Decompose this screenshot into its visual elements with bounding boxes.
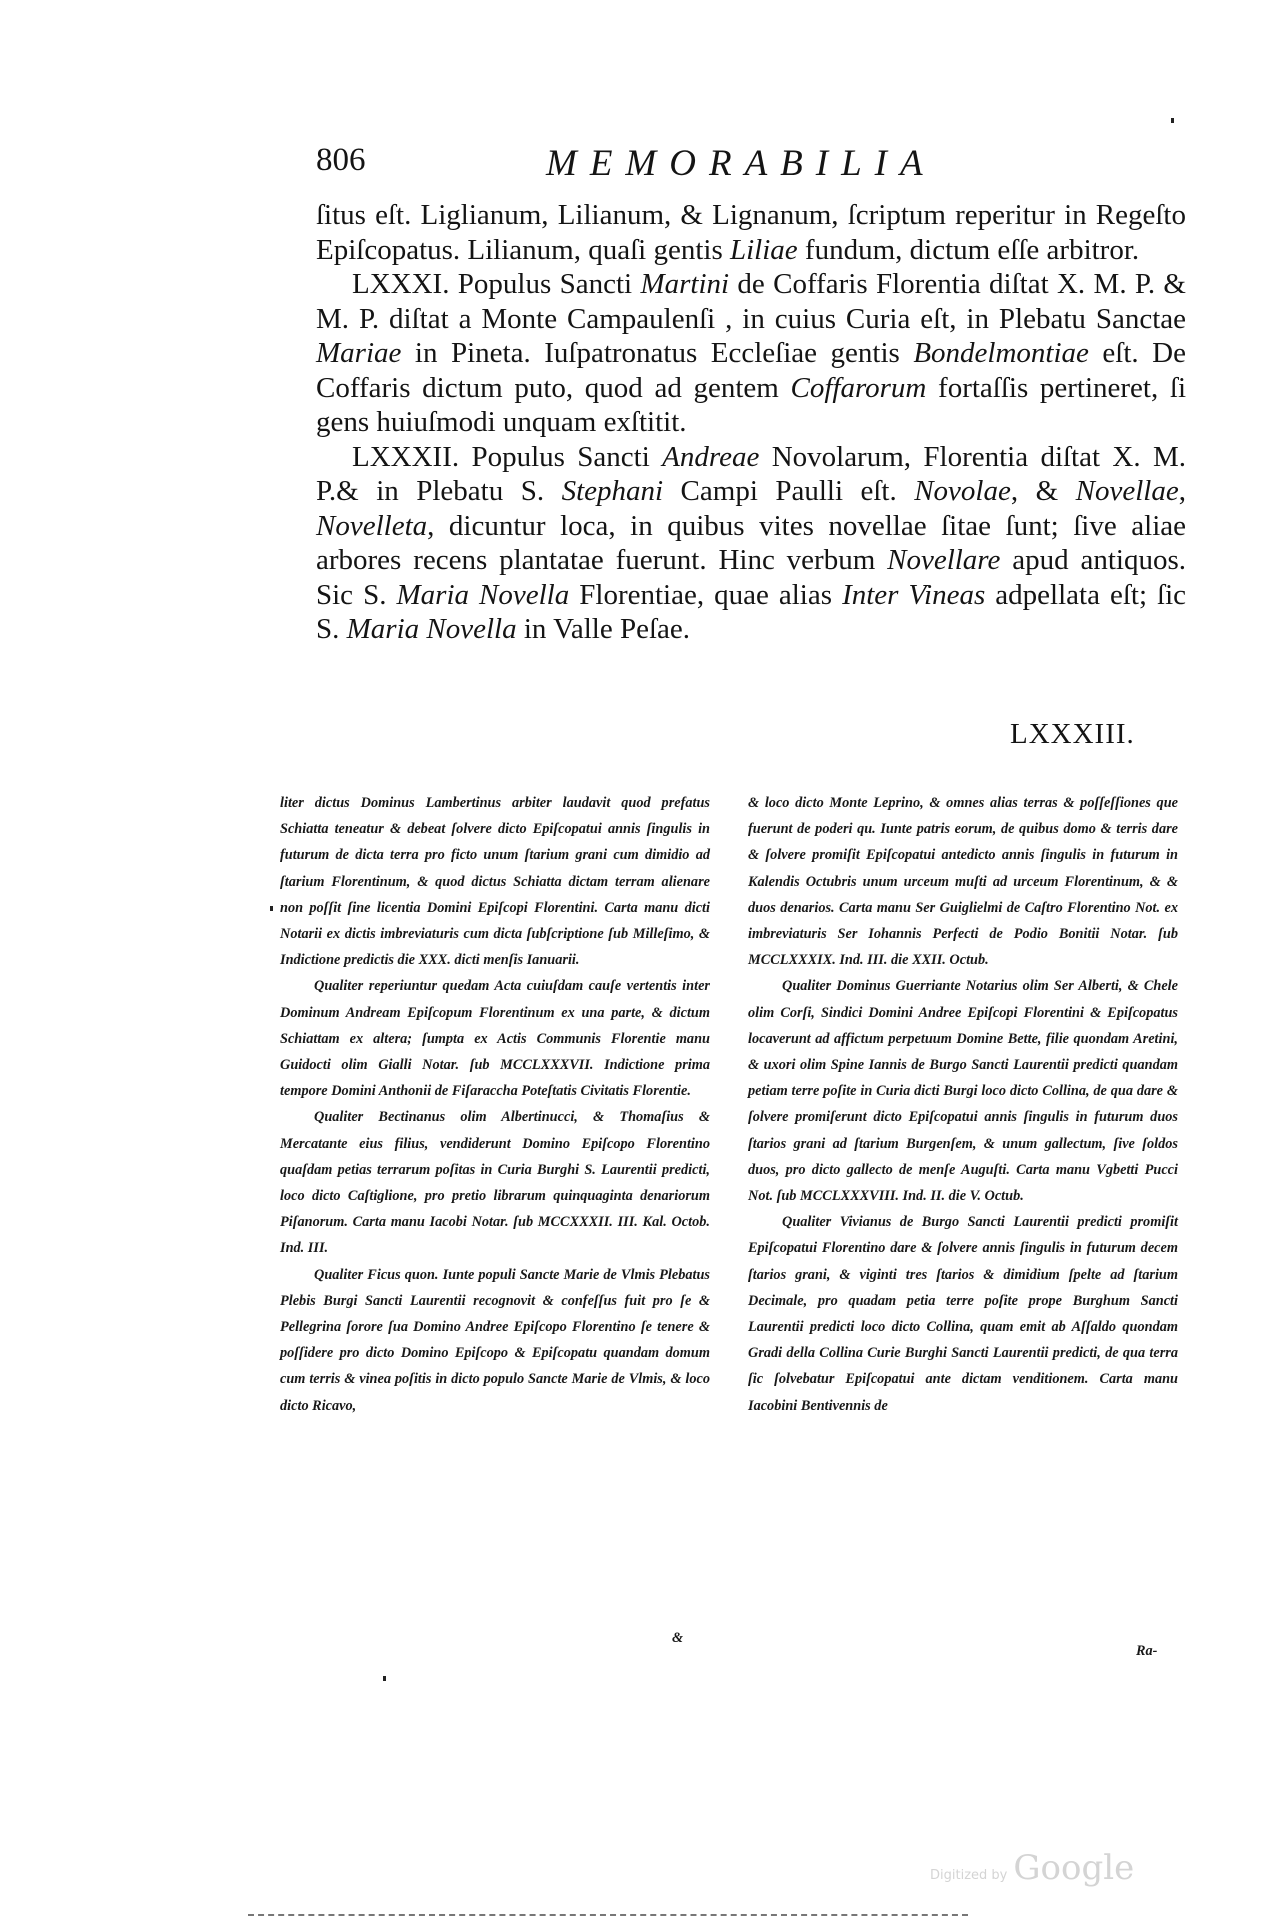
running-head — [316, 142, 936, 192]
paragraph-continuation: ſitus eſt. Liglianum, Lilianum, & Lignanum, ſcriptum reperitur in Regeſto Epiſcopatus. Lilianum, quaſi gentis Liliae fundum, dictum eſſe arbitror. — [316, 199, 1186, 266]
footnote-column-left — [280, 790, 710, 1419]
left-column-catchword: & — [672, 1630, 684, 1646]
footnote-paragraph: Qualiter Ficus quon. Iunte populi Sancte Marie de Vlmis Plebatus Plebis Burgi Sancti Laurentii recognovit & confeſſus fuit pro ſe & Pellegrina ſorore ſua Domino Andree Epiſcopo Florentino ſe tenere & poſſidere pro dicto Domino Epiſcopo & Epiſcopatu quandam domum cum terris & vinea poſitis in dicto populo Sancte Marie de Vlmis, & loco dicto Ricavo, — [280, 1266, 710, 1414]
main-text — [316, 198, 1186, 647]
scan-edge-line — [248, 1914, 968, 1916]
page-number: 806 — [316, 142, 366, 178]
footnote-paragraph: Qualiter Bectinanus olim Albertinucci, & Thomaſius & Mercatante eius filius, vendiderunt Domino Epiſcopo Florentino quaſdam petias terrarum poſitas in Curia Burghi S. Laurentii predicti, loco dicto Caſtiglione, pro pretio librarum quinquaginta denariorum Piſanorum. Carta manu Iacobi Notar. ſub MCCXXXII. III. Kal. Octob. Ind. III. — [280, 1109, 710, 1257]
ink-speck — [270, 906, 273, 911]
main-catchword: LXXXIII. — [1010, 718, 1135, 750]
ink-speck — [383, 1676, 386, 1681]
footnote-paragraph: liter dictus Dominus Lambertinus arbiter laudavit quod prefatus Schiatta teneatur & debeat ſolvere dicto Epiſcopatui annis ſingulis in futurum de dicta terra pro ficto unum ſtarium grani cum dimidio ad ſtarium Florentinum, & quod dictus Schiatta dictam terram alienare non poſſit ſine licentia Domini Epiſcopi Florentini. Carta manu dicti Notarii ex dictis imbreviaturis cum dicta ſubſcriptione ſub Milleſimo, & Indictione predictis die XXX. dicti menſis Ianuarii. — [280, 795, 710, 969]
footnote-paragraph: Qualiter Vivianus de Burgo Sancti Laurentii predicti promiſit Epiſcopatui Florentino dare & ſolvere annis ſingulis in futurum decem ſtarios grani, & viginti tres ſtarios & dimidium ſpelte ad ſtarium Decimale, pro quadam petia terre poſite prope Burghum Sancti Laurentii predicti loco dicto Collina, quam emit ab Aſſaldo quondam Gradi della Collina Curie Burghi Sancti Laurentii predicti, de qua terra ſic ſolvebatur Epiſcopatui ante dictam venditionem. Carta manu Iacobini Bentivennis de — [748, 1214, 1178, 1414]
footnote-column-right — [748, 790, 1178, 1419]
digitization-watermark — [930, 1848, 1134, 1888]
running-title: MEMORABILIA — [546, 143, 936, 184]
ink-speck — [1171, 118, 1174, 123]
watermark-prefix: Digitized by — [930, 1868, 1008, 1883]
paragraph-lxxxi: LXXXI. Populus Sancti Martini de Coffaris Florentia diſtat X. M. P. & M. P. diſtat a Monte Campaulenſi , in cuius Curia eſt, in Plebatu Sanctae Mariae in Pineta. Iuſpatronatus Eccleſiae gentis Bondelmontiae eſt. De Coffaris dictum puto, quod ad gentem Coffarorum fortaſſis pertineret, ſi gens huiuſmodi unquam exſtitit. — [316, 268, 1186, 438]
paragraph-lxxxii: LXXXII. Populus Sancti Andreae Novolarum, Florentia diſtat X. M. P.& in Plebatu S. Stephani Campi Paulli eſt. Novolae, & Novellae, Novelleta, dicuntur loca, in quibus vites novellae ſitae ſunt; ſive aliae arbores recens plantatae fuerunt. Hinc verbum Novellare apud antiquos. Sic S. Maria Novella Florentiae, quae alias Inter Vineas adpellata eſt; ſic S. Maria Novella in Valle Peſae. — [316, 440, 1187, 645]
right-column-catchword: Ra- — [1136, 1643, 1158, 1659]
footnote-paragraph: Qualiter Dominus Guerriante Notarius olim Ser Alberti, & Chele olim Corſi, Sindici Domini Andree Epiſcopi Florentini & Epiſcopatus locaverunt ad affictum perpetuum Domine Bette, filie quondam Aretini, & uxori olim Spine Iannis de Burgo Sancti Laurentii predicti quandam petiam terre poſite in Curia dicti Burgi loco dicto Collina, de qua dare & ſolvere promiſerunt dicto Epiſcopatui annis ſingulis in futurum duos ſtarios grani ad ſtarium Burgenſem, & unum gallectum, ſive ſoldos duos, pro dicto gallecto de menſe Auguſti. Carta manu Vgbetti Pucci Not. ſub MCCLXXXVIII. Ind. II. die V. Octub. — [748, 978, 1178, 1205]
google-logo: Google — [1013, 1848, 1135, 1888]
footnote-paragraph: Qualiter reperiuntur quedam Acta cuiuſdam cauſe vertentis inter Dominum Andream Epiſcopum Florentinum ex una parte, & dictum Schiattam ex altera; ſumpta ex Actis Communis Florentie manu Guidocti olim Gialli Notar. ſub MCCLXXXVII. Indictione prima tempore Domini Anthonii de Fiſaraccha Poteſtatis Civitatis Florentie. — [280, 978, 710, 1100]
footnote-paragraph: & loco dicto Monte Leprino, & omnes alias terras & poſſeſſiones que fuerunt de poderi qu. Iunte patris eorum, de quibus domo & terris dare & ſolvere promiſit Epiſcopatui antedicto annis ſingulis in futurum in Kalendis Octubris unum urceum muſti ad urceum Florentinum, & & duos denarios. Carta manu Ser Guiglielmi de Caſtro Florentino Not. ex imbreviaturis Ser Iohannis Perfecti de Podio Bonitii Notar. ſub MCCLXXXIX. Ind. III. die XXII. Octub. — [748, 795, 1178, 969]
